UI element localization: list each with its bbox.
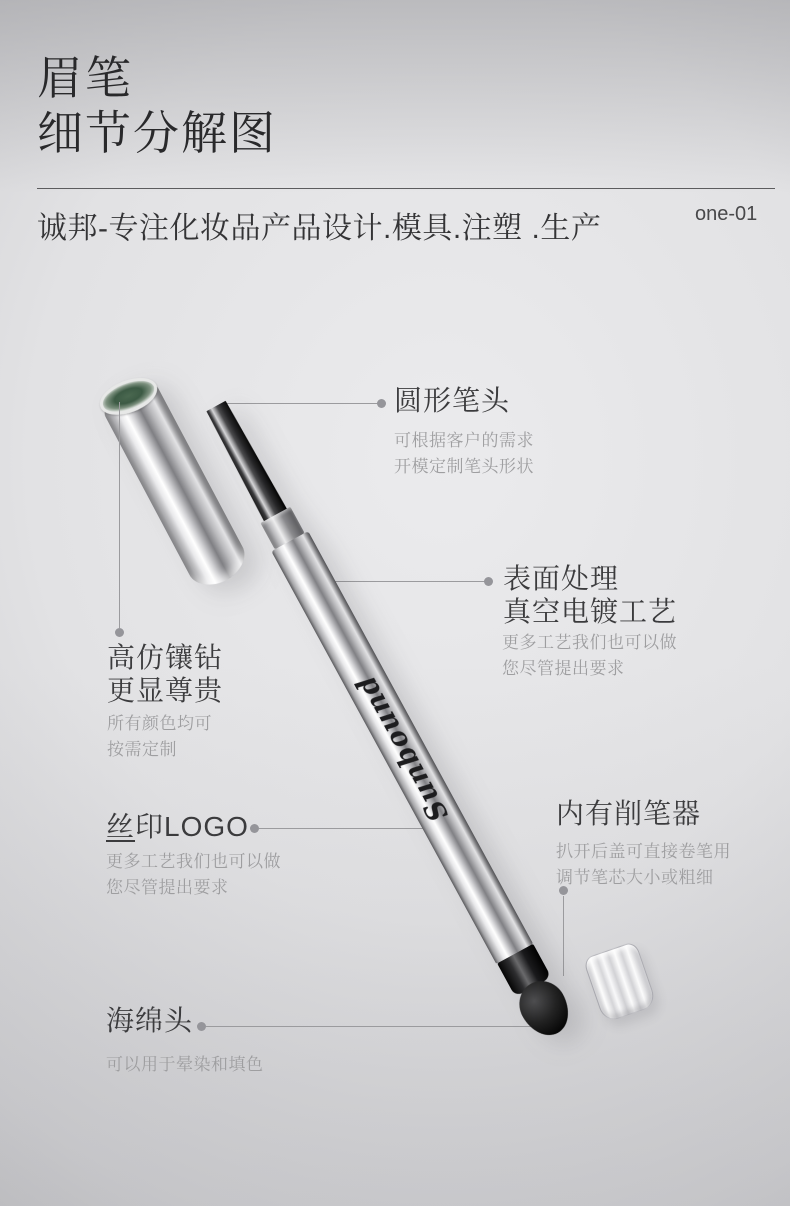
- leader-line-rhinestone: [119, 402, 120, 628]
- callout-title-silkprint: 丝印LOGO: [106, 811, 249, 842]
- brand-text: Sunbound: [349, 669, 455, 826]
- sharpener-cap: [582, 941, 657, 1024]
- callout-desc-surface: 更多工艺我们也可以做 您尽管提出要求: [502, 633, 677, 678]
- header-divider: [37, 188, 775, 189]
- header-subtitle: 诚邦-专注化妆品产品设计.模具.注塑 .生产: [37, 212, 602, 245]
- brand-label: [334, 645, 471, 849]
- callout-desc-round-tip: 可根据客户的需求 开模定制笔头形状: [394, 431, 534, 476]
- leader-line-sharpener: [563, 896, 564, 976]
- callout-title-rhinestone: 高仿镶钻 更显尊贵: [107, 642, 224, 706]
- callout-dot-round-tip: [377, 399, 386, 408]
- pencil-body: [271, 531, 533, 964]
- callout-desc-silkprint: 更多工艺我们也可以做 您尽管提出要求: [106, 852, 281, 897]
- pencil: [198, 396, 584, 1057]
- callout-title-sharpener: 内有削笔器: [556, 798, 702, 829]
- callout-title-sponge: 海绵头: [106, 1005, 194, 1036]
- leader-line-surface: [332, 581, 485, 582]
- callout-desc-rhinestone: 所有颜色均可 按需定制: [107, 714, 212, 759]
- page-title-line2: 细节分解图: [37, 107, 277, 159]
- callout-desc-sponge: 可以用于晕染和填色: [106, 1055, 264, 1074]
- callout-desc-sharpener: 扒开后盖可直接卷笔用 调节笔芯大小或粗细: [556, 842, 731, 887]
- callout-dot-silkprint: [250, 824, 259, 833]
- page-code: one-01: [695, 203, 758, 225]
- callout-title-surface: 表面处理 真空电镀工艺: [503, 563, 678, 627]
- callout-dot-surface: [484, 577, 493, 586]
- page-title-line1: 眉笔: [37, 52, 133, 104]
- callout-dot-rhinestone: [115, 628, 124, 637]
- leader-line-round-tip: [225, 403, 378, 404]
- leader-line-sponge: [206, 1026, 540, 1027]
- callout-title-round-tip: 圆形笔头: [394, 385, 511, 416]
- callout-dot-sponge: [197, 1022, 206, 1031]
- leader-line-silkprint: [259, 828, 445, 829]
